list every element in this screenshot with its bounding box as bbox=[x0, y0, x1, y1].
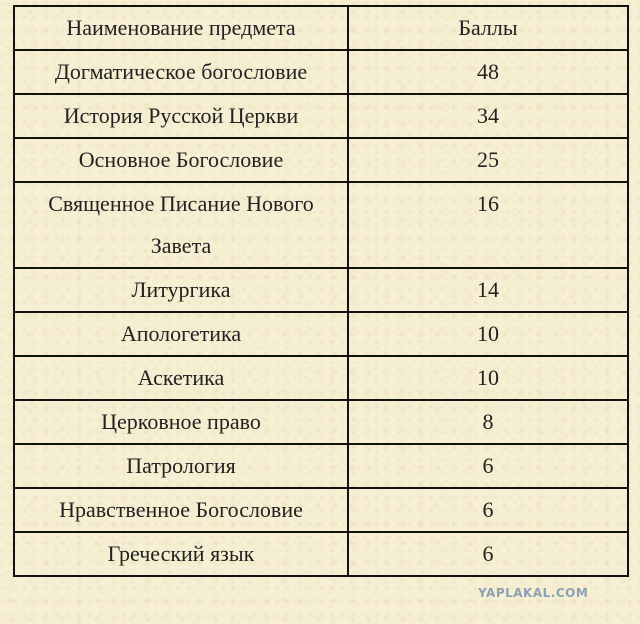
score-cell: 6 bbox=[348, 532, 628, 576]
subject-cell: Апологетика bbox=[14, 312, 348, 356]
scores-table bbox=[13, 5, 629, 577]
score-cell: 34 bbox=[348, 94, 628, 138]
score-cell: 10 bbox=[348, 312, 628, 356]
table-row bbox=[14, 488, 628, 532]
table-row bbox=[14, 268, 628, 312]
table-row bbox=[14, 356, 628, 400]
subject-cell: Священное Писание Нового Завета bbox=[14, 182, 348, 268]
header-subject: Наименование предмета bbox=[14, 6, 348, 50]
subject-cell: История Русской Церкви bbox=[14, 94, 348, 138]
subject-cell: Нравственное Богословие bbox=[14, 488, 348, 532]
table-row bbox=[14, 50, 628, 94]
score-cell: 25 bbox=[348, 138, 628, 182]
table-row bbox=[14, 94, 628, 138]
subject-cell: Патрология bbox=[14, 444, 348, 488]
subject-cell: Церковное право bbox=[14, 400, 348, 444]
score-cell: 48 bbox=[348, 50, 628, 94]
header-score: Баллы bbox=[348, 6, 628, 50]
table-row bbox=[14, 532, 628, 576]
table-header-row bbox=[14, 6, 628, 50]
score-cell: 6 bbox=[348, 444, 628, 488]
subject-cell: Аскетика bbox=[14, 356, 348, 400]
table-row bbox=[14, 444, 628, 488]
table-row bbox=[14, 400, 628, 444]
score-cell: 6 bbox=[348, 488, 628, 532]
table-row bbox=[14, 312, 628, 356]
subject-cell: Догматическое богословие bbox=[14, 50, 348, 94]
table-row bbox=[14, 182, 628, 268]
scores-table-container bbox=[13, 5, 629, 577]
site-watermark: YAPLAKAL.COM bbox=[478, 586, 589, 600]
table-row bbox=[14, 138, 628, 182]
subject-cell: Греческий язык bbox=[14, 532, 348, 576]
subject-cell: Литургика bbox=[14, 268, 348, 312]
score-cell: 10 bbox=[348, 356, 628, 400]
subject-cell: Основное Богословие bbox=[14, 138, 348, 182]
score-cell: 16 bbox=[348, 182, 628, 268]
score-cell: 14 bbox=[348, 268, 628, 312]
score-cell: 8 bbox=[348, 400, 628, 444]
